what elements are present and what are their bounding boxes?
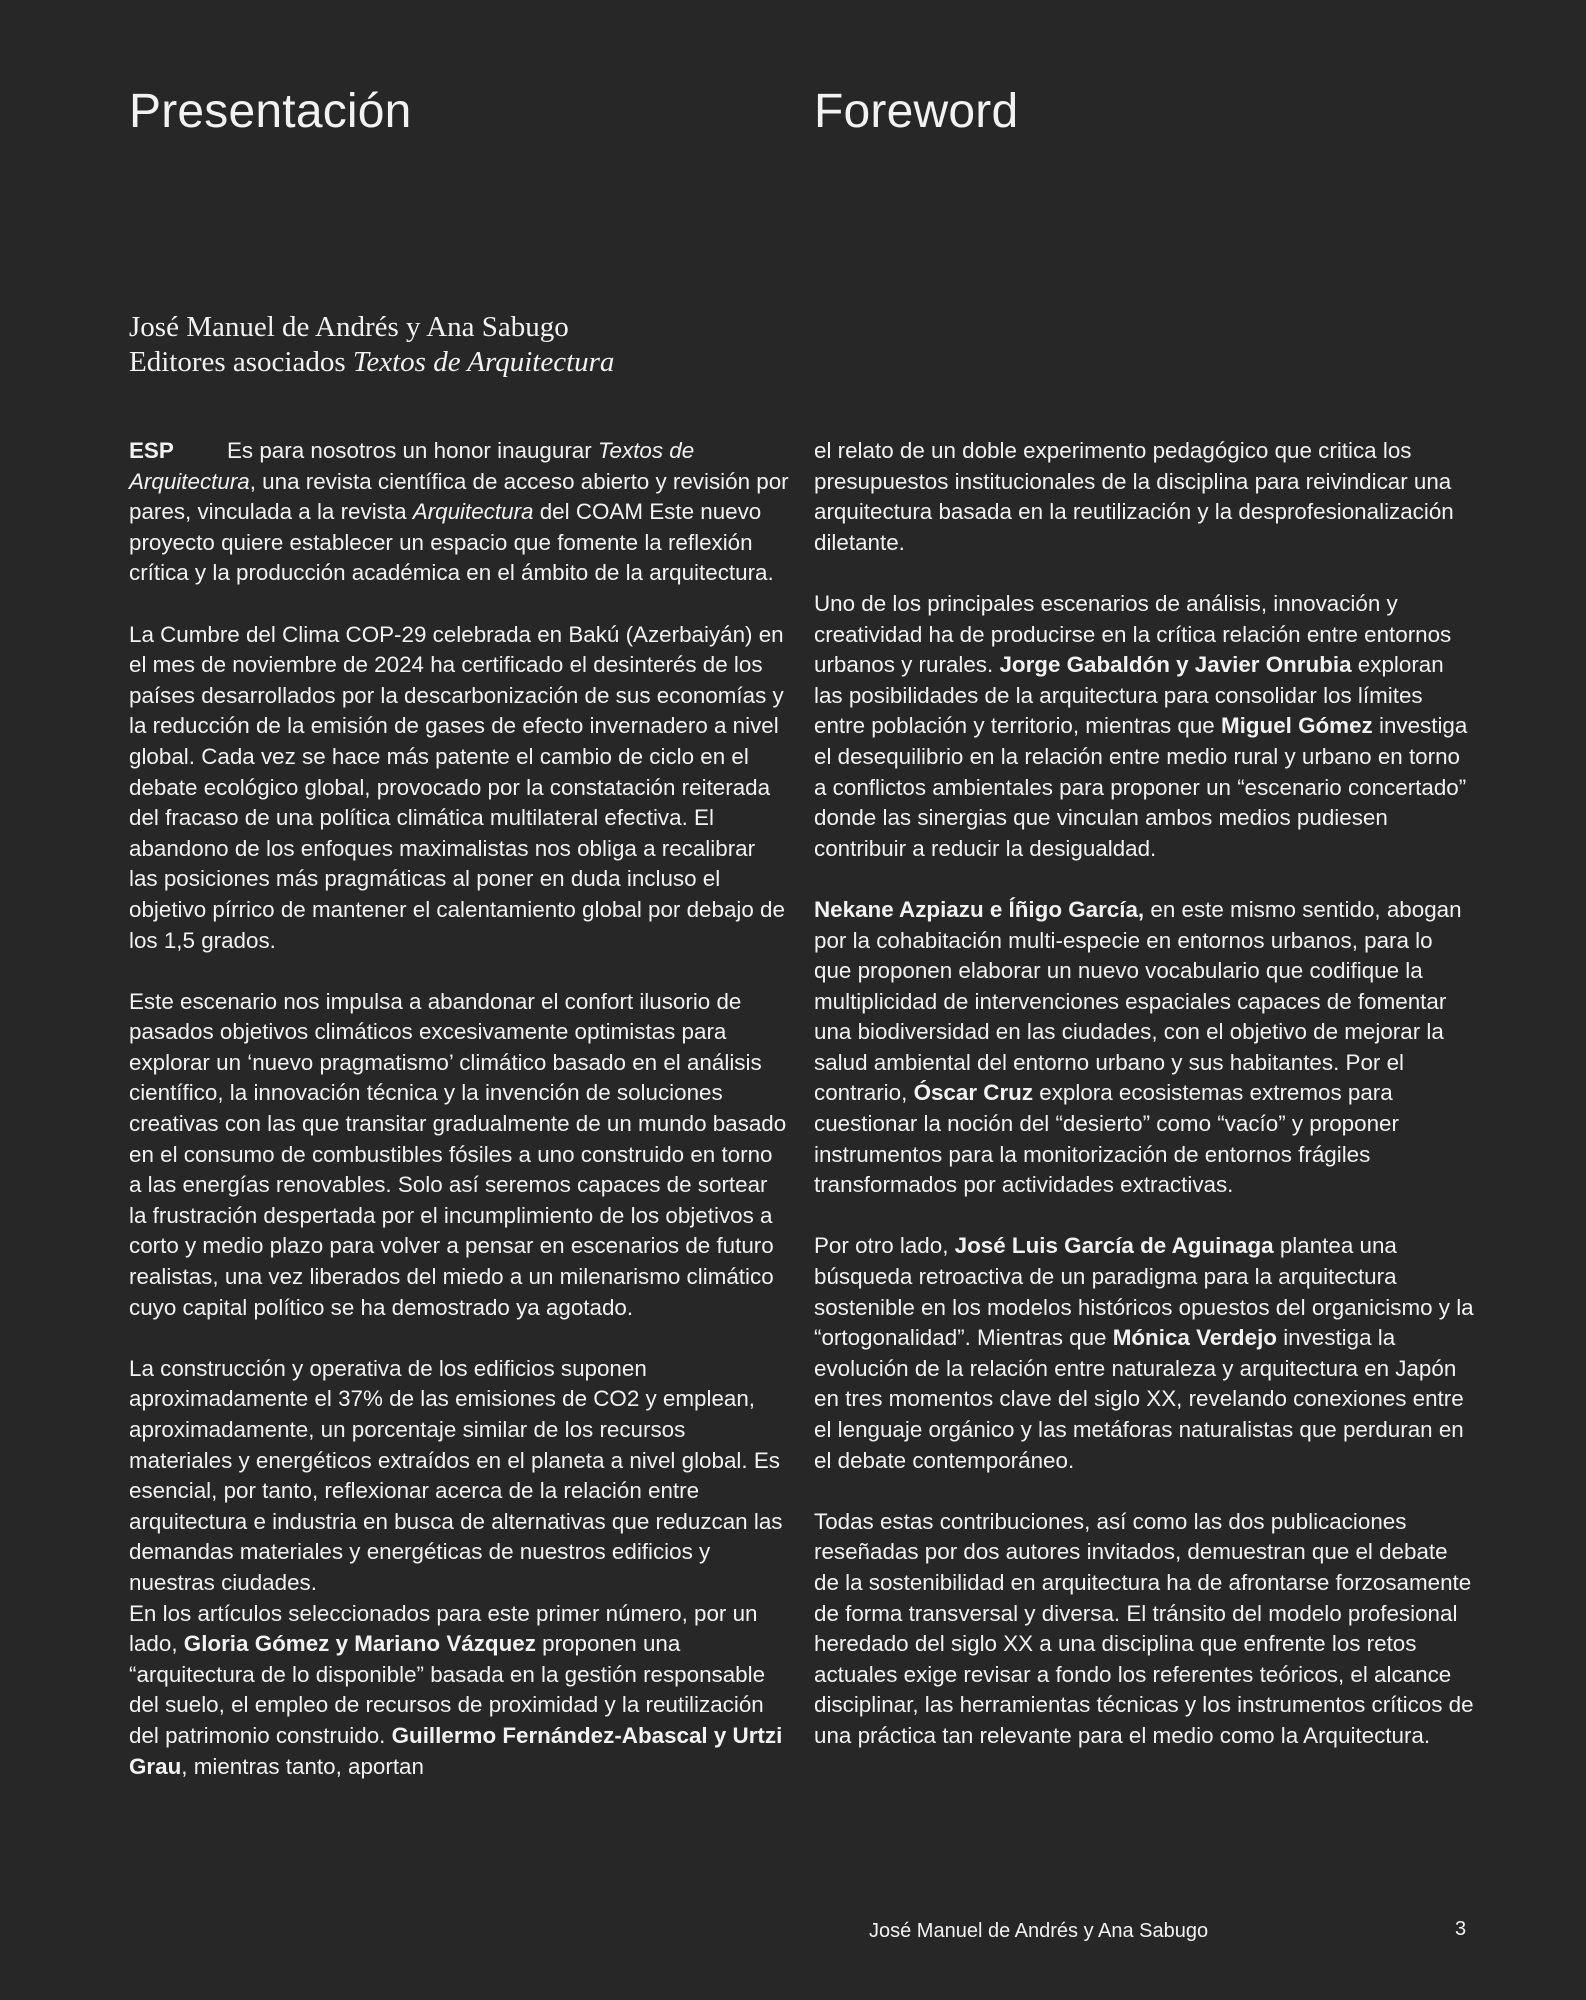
heading-foreword: Foreword — [814, 85, 1019, 138]
text-run: proponen una “arquitectura de lo disponible” basada en la gestión responsable del suelo, el empleo de recursos de proximidad y la reutilización del patrimonio construido. — [129, 1631, 766, 1748]
text-run: investiga la evolución de la relación entre naturaleza y arquitectura en Japón en tres momentos clave del siglo XX, revelando conexiones entre el lenguaje orgánico y las metáforas naturalistas que perduran en el debate contemporáneo. — [814, 1325, 1464, 1473]
text-run: investiga el desequilibrio en la relación entre medio rural y urbano en torno a conflictos ambientales para proponer un “escenario concertado” donde las sinergias que vinculan ambos medios pudiesen contribuir a reducir la desigualdad. — [814, 713, 1468, 861]
text-run: exploran las posibilidades de la arquitectura para consolidar los límites entre población y territorio, mientras que — [814, 652, 1444, 739]
text-run: en este mismo sentido, abogan por la cohabitación multi-especie en entornos urbanos, para lo que proponen elaborar un nuevo vocabulario que codifique la multiplicidad de intervenciones espaciales capaces de fomentar una biodiversidad en las ciudades, con el objetivo de mejorar la salud ambiental del entorno urbano y sus habitantes. Por el contrario, — [814, 896, 1462, 1106]
text-run: Es para nosotros un honor inaugurar — [227, 438, 598, 463]
italic-run: Textos de Arquitectura — [129, 438, 695, 494]
page-number: 3 — [1455, 1918, 1467, 1940]
author-name: Nekane Azpiazu e Íñigo García, — [814, 896, 1145, 922]
text-run: explora ecosistemas extremos para cuestionar la noción del “desierto” como “vacío” y proponer instrumentos para la monitorización de entornos frágiles transformados por actividades extractivas. — [814, 1080, 1399, 1198]
text-run: plantea una búsqueda retroactiva de un paradigma para la arquitectura sostenible en los modelos históricos opuestos del organicismo y la “ortogonalidad”. Mientras que — [814, 1233, 1474, 1351]
text-run: En los artículos seleccionados para este primer número, por un lado, — [129, 1600, 758, 1657]
paragraph-pedagogic: el relato de un doble experimento pedagógico que critica los presupuestos institucionales de la disciplina para reivindicar una arquitectura basada en la reutilización y la desprofesionalización diletante. — [814, 438, 1454, 555]
editors-block — [129, 310, 614, 380]
heading-presentacion: Presentación — [129, 85, 412, 138]
paragraph-cop29: La Cumbre del Clima COP-29 celebrada en Bakú (Azerbaiyán) en el mes de noviembre de 2024 ha certificado el desinterés de los países desarrollados por la descarbonización de sus economías y la reducción de la emisión de gases de efecto invernadero a nivel global. Cada vez se hace más patente el cambio de ciclo en el debate ecológico global, provocado por la constatación reiterada del fracaso de una política climática multilateral efectiva. El abandono de los enfoques maximalistas nos obliga a recalibrar las posiciones más pragmáticas al poner en duda incluso el objetivo pírrico de mantener el calentamiento global por debajo de los 1,5 grados. — [129, 621, 785, 953]
paragraph-conclusion: Todas estas contribuciones, así como las dos publicaciones reseñadas por dos autores invitados, demuestran que el debate de la sostenibilidad en arquitectura ha de afrontarse forzosamente de forma transversal y diversa. El tránsito del modelo profesional heredado del siglo XX a una disciplina que enfrente los retos actuales exige revisar a fondo los referentes teóricos, el alcance disciplinar, las herramientas técnicas y los instrumentos críticos de una práctica tan relevante para el medio como la Arquitectura. — [814, 1508, 1474, 1748]
paragraph-construction: La construcción y operativa de los edificios suponen aproximadamente el 37% de las emisiones de CO2 y emplean, aproximadamente, un porcentaje similar de los recursos materiales y energéticos extraídos en el planeta a nivel global. Es esencial, por tanto, reflexionar acerca de la relación entre arquitectura e industria en busca de alternativas que reduzcan las demandas materiales y energéticas de nuestros edificios y nuestras ciudades. — [129, 1355, 783, 1595]
language-tag: ESP — [129, 438, 174, 463]
paragraph-organicism — [814, 1231, 1474, 1476]
left-column — [129, 436, 789, 1813]
paragraph-pragmatism: Este escenario nos impulsa a abandonar el confort ilusorio de pasados objetivos climáticos excesivamente optimistas para explorar un ‘nuevo pragmatismo’ climático basado en el análisis científico, la innovación técnica y la invención de soluciones creativas con las que transitar gradualmente de un mundo basado en el consumo de combustibles fósiles a uno construido en torno a las energías renovables. Solo así seremos capaces de sortear la frustración despertada por el incumplimiento de los objetivos a corto y medio plazo para volver a pensar en escenarios de futuro realistas, una vez liberados del miedo a un milenarismo climático cuyo capital político se ha demostrado ya agotado. — [129, 988, 787, 1320]
text-run: , mientras tanto, aportan — [181, 1753, 424, 1779]
text-run: , una revista científica de acceso abierto y revisión por pares, vinculada a la revista — [129, 468, 789, 525]
text-run: Uno de los principales escenarios de análisis, innovación y creatividad ha de producirse en la crítica relación entre entornos urbanos y rurales. — [814, 590, 1452, 678]
text-run: del COAM Este nuevo proyecto quiere establecer un espacio que fomente la reflexión crítica y la producción académica en el ámbito de la arquitectura. — [129, 499, 774, 586]
paragraph-articles — [129, 1599, 789, 1783]
journal-title: Textos de Arquitectura — [352, 346, 615, 378]
footer-authors: José Manuel de Andrés y Ana Sabugo — [869, 1920, 1209, 1942]
author-name: Gloria Gómez y Mariano Vázquez — [183, 1631, 536, 1657]
right-column — [814, 436, 1474, 1782]
author-name: José Luis García de Aguinaga — [954, 1233, 1274, 1259]
text-run: Por otro lado, — [814, 1233, 955, 1259]
author-name: Guillermo Fernández-Abascal y Urtzi Grau — [129, 1722, 783, 1779]
author-name: Miguel Gómez — [1220, 713, 1373, 739]
paragraph-multispecies — [814, 895, 1474, 1201]
paragraph-urban-rural — [814, 589, 1474, 864]
paragraph-intro — [129, 436, 789, 589]
author-name: Mónica Verdejo — [1112, 1325, 1277, 1351]
editors-role-prefix: Editores asociados — [129, 346, 353, 378]
author-name: Jorge Gabaldón y Javier Onrubia — [999, 652, 1352, 678]
editors-role — [129, 345, 614, 380]
italic-run: Arquitectura — [412, 499, 534, 525]
editors-names: José Manuel de Andrés y Ana Sabugo — [129, 311, 569, 343]
author-name: Óscar Cruz — [913, 1080, 1034, 1106]
